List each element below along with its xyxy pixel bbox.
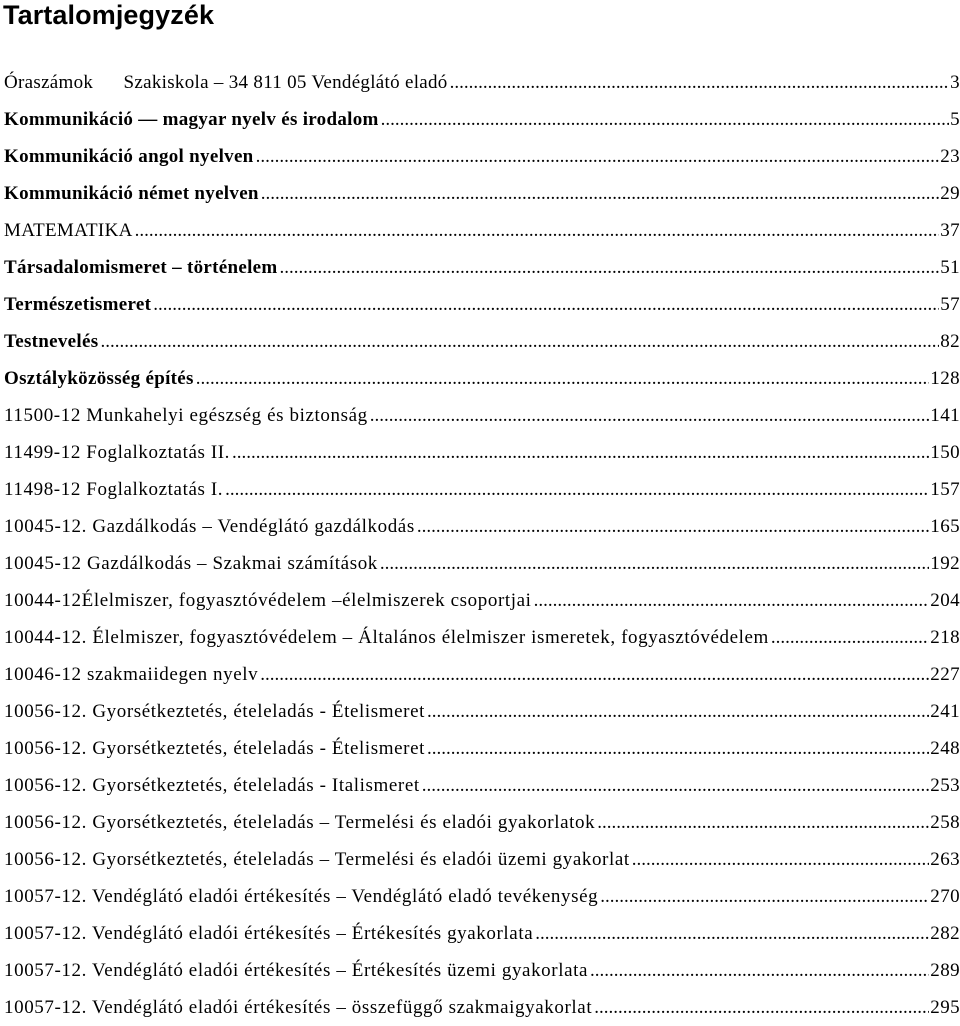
toc-entry-title[interactable]: 10057-12. Vendéglátó eladói értékesítés – Értékesítés üzemi gyakorlata xyxy=(4,960,589,981)
dot-leader xyxy=(422,767,930,804)
toc-entry-page-number[interactable]: 128 xyxy=(930,368,960,389)
dot-leader xyxy=(232,434,929,471)
toc-entry-page-number[interactable]: 248 xyxy=(930,738,960,759)
toc-entry-page-number[interactable]: 5 xyxy=(950,109,960,130)
toc-entry-page-number[interactable]: 157 xyxy=(930,479,960,500)
toc-entry[interactable] xyxy=(4,545,960,582)
toc-entry-title[interactable]: 10046-12 szakmaiidegen nyelv xyxy=(4,664,259,685)
dot-leader xyxy=(381,101,949,138)
dot-leader xyxy=(632,841,930,878)
toc-entry[interactable] xyxy=(4,989,960,1026)
toc-entry-title[interactable]: Testnevelés xyxy=(4,331,99,352)
toc-entry-title[interactable]: 10057-12. Vendéglátó eladói értékesítés – Értékesítés gyakorlata xyxy=(4,923,534,944)
dot-leader xyxy=(427,730,929,767)
toc-entry-title[interactable]: 10056-12. Gyorsétkeztetés, ételeladás – Termelési és eladói üzemi gyakorlat xyxy=(4,849,630,870)
toc-entry[interactable] xyxy=(4,360,960,397)
toc-entry-title[interactable]: 11498-12 Foglalkoztatás I. xyxy=(4,479,224,500)
toc-entry[interactable] xyxy=(4,471,960,508)
dot-leader xyxy=(534,582,930,619)
toc-entry[interactable] xyxy=(4,767,960,804)
toc-entry-title[interactable]: 10056-12. Gyorsétkeztetés, ételeladás - Ételismeret xyxy=(4,738,426,759)
toc-entry-title[interactable]: 10057-12. Vendéglátó eladói értékesítés – összefüggő szakmaigyakorlat xyxy=(4,997,593,1018)
dot-leader xyxy=(600,878,929,915)
toc-entry-page-number[interactable]: 3 xyxy=(950,72,960,93)
dot-leader xyxy=(590,952,929,989)
table-of-contents xyxy=(4,64,960,1026)
toc-entry[interactable] xyxy=(4,249,960,286)
toc-entry-page-number[interactable]: 192 xyxy=(930,553,960,574)
dot-leader xyxy=(100,323,939,360)
toc-entry[interactable] xyxy=(4,619,960,656)
toc-entry-page-number[interactable]: 295 xyxy=(930,997,960,1018)
toc-entry-title[interactable]: Óraszámok Szakiskola – 34 811 05 Vendéglátó eladó xyxy=(4,72,448,93)
toc-entry-page-number[interactable]: 29 xyxy=(940,183,960,204)
toc-entry-title[interactable]: Osztályközösség építés xyxy=(4,368,194,389)
dot-leader xyxy=(380,545,929,582)
toc-entry[interactable] xyxy=(4,693,960,730)
dot-leader xyxy=(594,989,929,1026)
toc-entry[interactable] xyxy=(4,286,960,323)
dot-leader xyxy=(280,249,940,286)
toc-entry-title[interactable]: 11499-12 Foglalkoztatás II. xyxy=(4,442,231,463)
toc-entry-page-number[interactable]: 263 xyxy=(930,849,960,870)
dot-leader xyxy=(153,286,939,323)
toc-entry-page-number[interactable]: 289 xyxy=(930,960,960,981)
toc-entry-page-number[interactable]: 82 xyxy=(940,331,960,352)
toc-entry-title[interactable]: Társadalomismeret – történelem xyxy=(4,257,278,278)
dot-leader xyxy=(771,619,929,656)
dot-leader xyxy=(370,397,930,434)
toc-entry-title[interactable]: Kommunikáció angol nyelven xyxy=(4,146,254,167)
toc-entry[interactable] xyxy=(4,64,960,101)
dot-leader xyxy=(427,693,929,730)
toc-entry-page-number[interactable]: 282 xyxy=(930,923,960,944)
toc-entry[interactable] xyxy=(4,212,960,249)
toc-entry-title[interactable]: Kommunikáció — magyar nyelv és irodalom xyxy=(4,109,379,130)
toc-entry-title[interactable]: 10057-12. Vendéglátó eladói értékesítés – Vendéglátó eladó tevékenység xyxy=(4,886,599,907)
toc-entry[interactable] xyxy=(4,323,960,360)
dot-leader xyxy=(261,175,939,212)
toc-entry-page-number[interactable]: 37 xyxy=(940,220,960,241)
toc-entry-page-number[interactable]: 227 xyxy=(930,664,960,685)
toc-entry-title[interactable]: 10045-12. Gazdálkodás – Vendéglátó gazdálkodás xyxy=(4,516,415,537)
dot-leader xyxy=(256,138,940,175)
toc-entry[interactable] xyxy=(4,397,960,434)
toc-entry-title[interactable]: 10044-12Élelmiszer, fogyasztóvédelem –élelmiszerek csoportjai xyxy=(4,590,532,611)
toc-entry-page-number[interactable]: 51 xyxy=(940,257,960,278)
dot-leader xyxy=(450,64,949,101)
toc-entry-page-number[interactable]: 270 xyxy=(930,886,960,907)
toc-entry-title[interactable]: 10056-12. Gyorsétkeztetés, ételeladás - Ételismeret xyxy=(4,701,426,722)
toc-entry[interactable] xyxy=(4,878,960,915)
toc-entry-page-number[interactable]: 57 xyxy=(940,294,960,315)
toc-entry-page-number[interactable]: 141 xyxy=(930,405,960,426)
toc-entry[interactable] xyxy=(4,804,960,841)
toc-entry[interactable] xyxy=(4,434,960,471)
toc-entry[interactable] xyxy=(4,656,960,693)
dot-leader xyxy=(535,915,929,952)
toc-entry[interactable] xyxy=(4,138,960,175)
dot-leader xyxy=(135,212,940,249)
toc-entry-title[interactable]: 10056-12. Gyorsétkeztetés, ételeladás – Termelési és eladói gyakorlatok xyxy=(4,812,596,833)
toc-entry[interactable] xyxy=(4,175,960,212)
toc-entry-title[interactable]: 10045-12 Gazdálkodás – Szakmai számítások xyxy=(4,553,378,574)
toc-entry-page-number[interactable]: 150 xyxy=(930,442,960,463)
toc-entry-title[interactable]: 11500-12 Munkahelyi egészség és biztonság xyxy=(4,405,368,426)
toc-entry-title[interactable]: MATEMATIKA xyxy=(4,220,133,241)
toc-entry-page-number[interactable]: 218 xyxy=(930,627,960,648)
toc-entry-page-number[interactable]: 165 xyxy=(930,516,960,537)
toc-entry-title[interactable]: Kommunikáció német nyelven xyxy=(4,183,259,204)
toc-entry-page-number[interactable]: 204 xyxy=(930,590,960,611)
toc-entry-title[interactable]: 10044-12. Élelmiszer, fogyasztóvédelem – Általános élelmiszer ismeretek, fogyasztóvédelem xyxy=(4,627,769,648)
dot-leader xyxy=(597,804,929,841)
toc-entry[interactable] xyxy=(4,915,960,952)
toc-entry[interactable] xyxy=(4,730,960,767)
dot-leader xyxy=(417,508,929,545)
toc-entry-title[interactable]: Természetismeret xyxy=(4,294,152,315)
toc-entry-page-number[interactable]: 241 xyxy=(930,701,960,722)
toc-entry-title[interactable]: 10056-12. Gyorsétkeztetés, ételeladás - Italismeret xyxy=(4,775,420,796)
toc-entry[interactable] xyxy=(4,952,960,989)
toc-entry[interactable] xyxy=(4,101,960,138)
toc-entry-page-number[interactable]: 258 xyxy=(930,812,960,833)
toc-entry[interactable] xyxy=(4,841,960,878)
toc-entry-page-number[interactable]: 253 xyxy=(930,775,960,796)
dot-leader xyxy=(260,656,929,693)
toc-entry-page-number[interactable]: 23 xyxy=(940,146,960,167)
toc-entry[interactable] xyxy=(4,582,960,619)
toc-entry[interactable] xyxy=(4,508,960,545)
page-title: Tartalomjegyzék xyxy=(3,0,215,30)
dot-leader xyxy=(196,360,930,397)
dot-leader xyxy=(225,471,929,508)
